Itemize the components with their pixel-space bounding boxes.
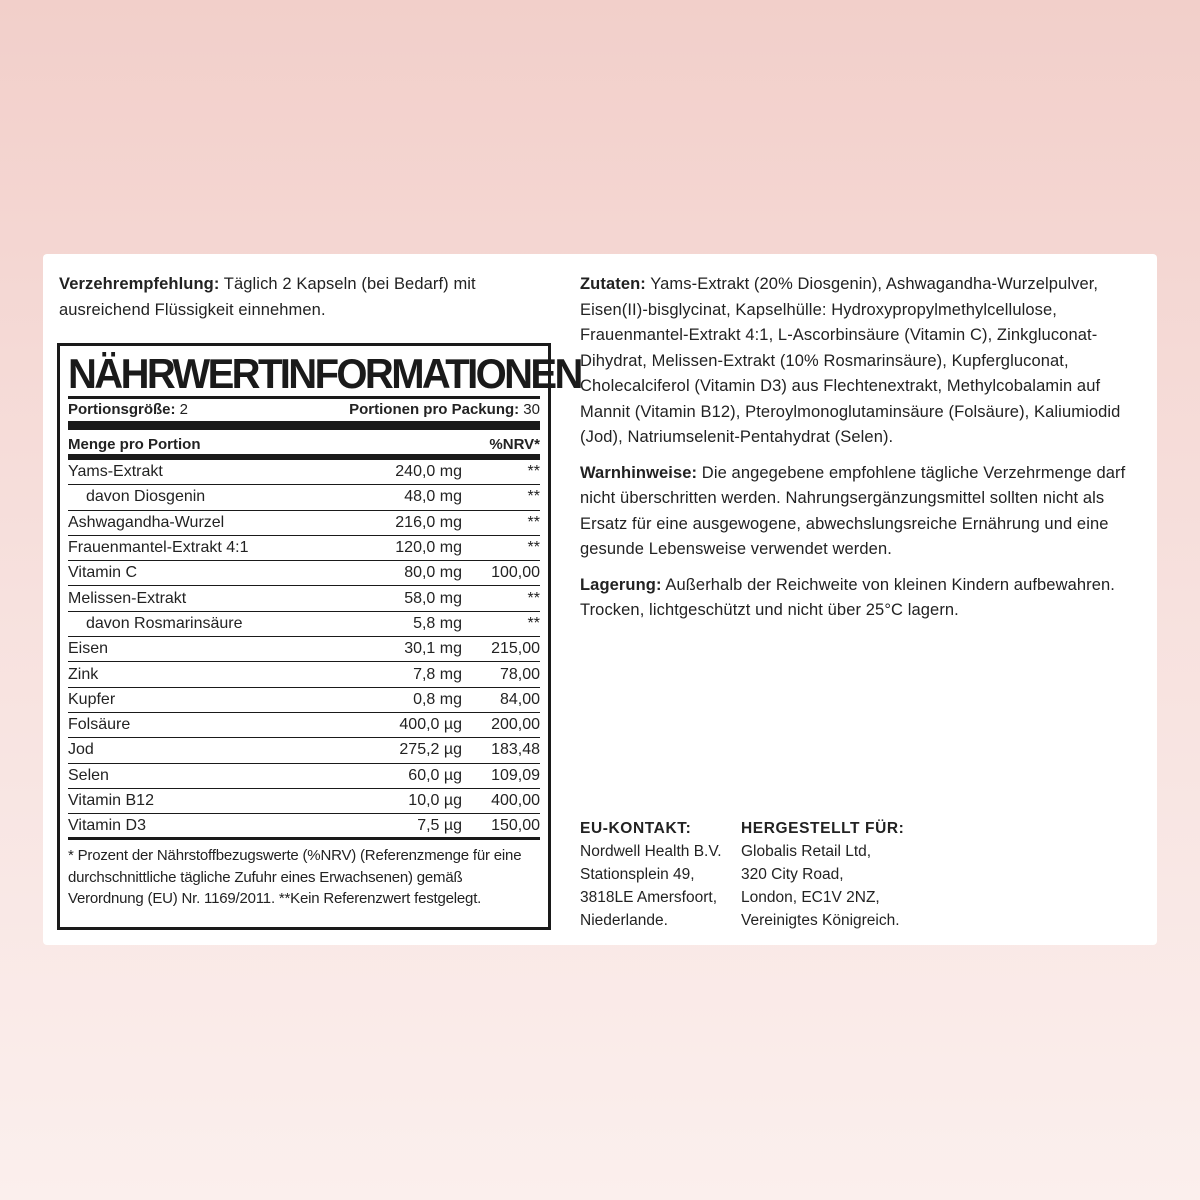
nutrient-name: Ashwagandha-Wurzel bbox=[68, 513, 225, 531]
nutrient-name: Folsäure bbox=[68, 716, 131, 734]
nutrient-name: Eisen bbox=[68, 640, 109, 658]
nutrient-nrv: 109,09 bbox=[491, 766, 540, 784]
nutrient-name: davon Diosgenin bbox=[86, 488, 206, 506]
nutrient-amount: 30,1 mg bbox=[404, 640, 462, 658]
warnings-section bbox=[580, 461, 1140, 563]
nutrient-name: Kupfer bbox=[68, 690, 116, 708]
contacts-section bbox=[580, 817, 904, 932]
nutrient-row bbox=[68, 713, 540, 738]
nutrient-amount: 48,0 mg bbox=[404, 488, 462, 506]
nutrient-nrv: ** bbox=[527, 513, 540, 531]
eu-contact bbox=[580, 817, 741, 932]
nutrient-name: Vitamin D3 bbox=[68, 816, 146, 834]
portions-per-pack-value: 30 bbox=[519, 401, 540, 418]
nutrient-row bbox=[68, 536, 540, 561]
nutrient-amount: 7,5 µg bbox=[417, 816, 462, 834]
nutrient-name: Zink bbox=[68, 665, 99, 683]
nutrient-row bbox=[68, 586, 540, 611]
warnings-text: Die angegebene empfohlene tägliche Verzehrmenge darf nicht überschritten werden. Nahrungsergänzungsmittel sollten nicht als Ersatz für eine ausgewogene, abwechslungsreiche Ernährung und eine gesunde Lebensweise verwendet werden. bbox=[580, 463, 1126, 558]
manufacturer-contact bbox=[741, 817, 904, 932]
nutrient-amount: 400,0 µg bbox=[399, 716, 462, 734]
nutrient-row bbox=[68, 688, 540, 713]
nutrient-rows bbox=[68, 460, 540, 840]
nutrient-name: Jod bbox=[68, 741, 94, 759]
nutrient-amount: 120,0 mg bbox=[395, 539, 462, 557]
ingredients-text: Yams-Extrakt (20% Diosgenin), Ashwagandha-Wurzelpulver, Eisen(II)-bisglycinat, Kapselhülle: Hydroxypropylmethylcellulose, Frauenmantel-Extrakt 4:1, L-Ascorbinsäure (Vitamin C), Zinkgluconat-Dihydrat, Melissen-Extrakt (10% Rosmarinsäure), Kupfergluconat, Cholecalciferol (Vitamin D3) aus Flechtenextrakt, Methylcobalamin auf Mannit (Vitamin B12), Pteroylmonoglutaminsäure (Folsäure), Kaliumiodid (Jod), Natriumselenit-Pentahydrat (Selen). bbox=[580, 275, 1121, 446]
left-column bbox=[59, 272, 551, 323]
nutrient-amount: 60,0 µg bbox=[408, 766, 462, 784]
eu-contact-heading: EU-KONTAKT: bbox=[580, 820, 692, 837]
header-nrv: %NRV* bbox=[489, 436, 540, 453]
portion-size bbox=[68, 399, 188, 421]
portion-size-label: Portionsgröße: bbox=[68, 401, 176, 418]
nutrient-name: Melissen-Extrakt bbox=[68, 589, 187, 607]
nutrient-row bbox=[68, 485, 540, 510]
manufacturer-line: 320 City Road, bbox=[741, 866, 844, 883]
nutrient-nrv: ** bbox=[527, 589, 540, 607]
nutrient-amount: 0,8 mg bbox=[413, 690, 462, 708]
warnings-label: Warnhinweise: bbox=[580, 463, 698, 482]
right-column bbox=[580, 272, 1140, 634]
nutrient-name: Vitamin C bbox=[68, 564, 138, 582]
storage-label: Lagerung: bbox=[580, 575, 662, 594]
nutrition-facts-panel bbox=[57, 343, 581, 930]
nutrient-nrv: 84,00 bbox=[499, 690, 540, 708]
manufacturer-heading: HERGESTELLT FÜR: bbox=[741, 820, 905, 837]
nutrient-nrv: ** bbox=[527, 488, 540, 506]
manufacturer-line: Vereinigtes Königreich. bbox=[741, 912, 900, 929]
eu-contact-line: Nordwell Health B.V. bbox=[580, 843, 722, 860]
storage-section bbox=[580, 573, 1140, 624]
storage-text: Außerhalb der Reichweite von kleinen Kindern aufbewahren. Trocken, lichtgeschützt und nicht über 25°C lagern. bbox=[580, 575, 1115, 619]
nutrient-amount: 240,0 mg bbox=[395, 463, 462, 481]
nutrient-nrv: 200,00 bbox=[491, 716, 540, 734]
nutrient-row bbox=[68, 612, 540, 637]
intake-text: Täglich 2 Kapseln (bei Bedarf) mit ausreichend Flüssigkeit einnehmen. bbox=[59, 275, 476, 319]
nutrient-amount: 7,8 mg bbox=[413, 665, 462, 683]
portion-row bbox=[68, 396, 540, 421]
nutrient-nrv: 400,00 bbox=[491, 792, 540, 809]
nutrient-name: Selen bbox=[68, 766, 109, 784]
nutrient-nrv: 183,48 bbox=[491, 741, 540, 759]
nutrient-amount: 275,2 µg bbox=[399, 741, 462, 759]
thick-divider bbox=[68, 421, 540, 430]
intake-recommendation bbox=[59, 272, 529, 323]
nutrition-facts-title: NÄHRWERTINFORMATIONEN bbox=[68, 351, 581, 398]
nutrient-amount: 10,0 µg bbox=[408, 792, 462, 809]
intake-label: Verzehrempfehlung: bbox=[59, 275, 220, 293]
nutrient-nrv: 215,00 bbox=[491, 640, 540, 658]
portion-size-value: 2 bbox=[175, 401, 189, 418]
nutrient-nrv: ** bbox=[527, 539, 540, 557]
manufacturer-line: London, EC1V 2NZ, bbox=[741, 889, 880, 906]
nutrient-nrv: 100,00 bbox=[491, 564, 540, 582]
eu-contact-line: Stationsplein 49, bbox=[580, 866, 695, 883]
table-header-row bbox=[68, 430, 540, 460]
nutrient-row bbox=[68, 460, 540, 485]
nutrient-amount: 80,0 mg bbox=[404, 564, 462, 582]
header-amount-per-portion: Menge pro Portion bbox=[68, 436, 201, 453]
nutrient-nrv: 150,00 bbox=[491, 816, 540, 834]
nutrient-row bbox=[68, 764, 540, 789]
nutrient-name: davon Rosmarinsäure bbox=[86, 614, 243, 632]
nutrient-name: Vitamin B12 bbox=[68, 792, 154, 809]
eu-contact-line: Niederlande. bbox=[580, 912, 668, 929]
ingredients-label: Zutaten: bbox=[580, 275, 646, 293]
manufacturer-line: Globalis Retail Ltd, bbox=[741, 843, 872, 860]
nutrient-nrv: ** bbox=[527, 614, 540, 632]
ingredients-section bbox=[580, 272, 1140, 451]
nutrient-row bbox=[68, 561, 540, 586]
nutrient-row bbox=[68, 662, 540, 687]
nutrient-row bbox=[68, 814, 540, 840]
nutrient-nrv: ** bbox=[527, 463, 540, 481]
nutrient-nrv: 78,00 bbox=[499, 665, 540, 683]
nutrient-row bbox=[68, 511, 540, 536]
nutrient-amount: 216,0 mg bbox=[395, 513, 462, 531]
nutrient-amount: 58,0 mg bbox=[404, 589, 462, 607]
nutrient-name: Yams-Extrakt bbox=[68, 463, 163, 481]
nutrient-row bbox=[68, 789, 540, 814]
nutrient-row bbox=[68, 637, 540, 662]
nutrient-amount: 5,8 mg bbox=[413, 614, 462, 632]
nrv-footnote: * Prozent der Nährstoffbezugswerte (%NRV) (Referenzmenge für eine durchschnittliche tägliche Zufuhr eines Erwachsenen) gemäß Verordnung (EU) Nr. 1169/2011. **Kein Referenzwert festgelegt. bbox=[68, 847, 522, 908]
portions-per-pack-label: Portionen pro Packung: bbox=[349, 401, 520, 418]
eu-contact-line: 3818LE Amersfoort, bbox=[580, 889, 717, 906]
portions-per-pack bbox=[349, 399, 540, 421]
label-card bbox=[43, 254, 1157, 945]
nutrient-row bbox=[68, 738, 540, 763]
nutrient-name: Frauenmantel-Extrakt 4:1 bbox=[68, 539, 249, 557]
